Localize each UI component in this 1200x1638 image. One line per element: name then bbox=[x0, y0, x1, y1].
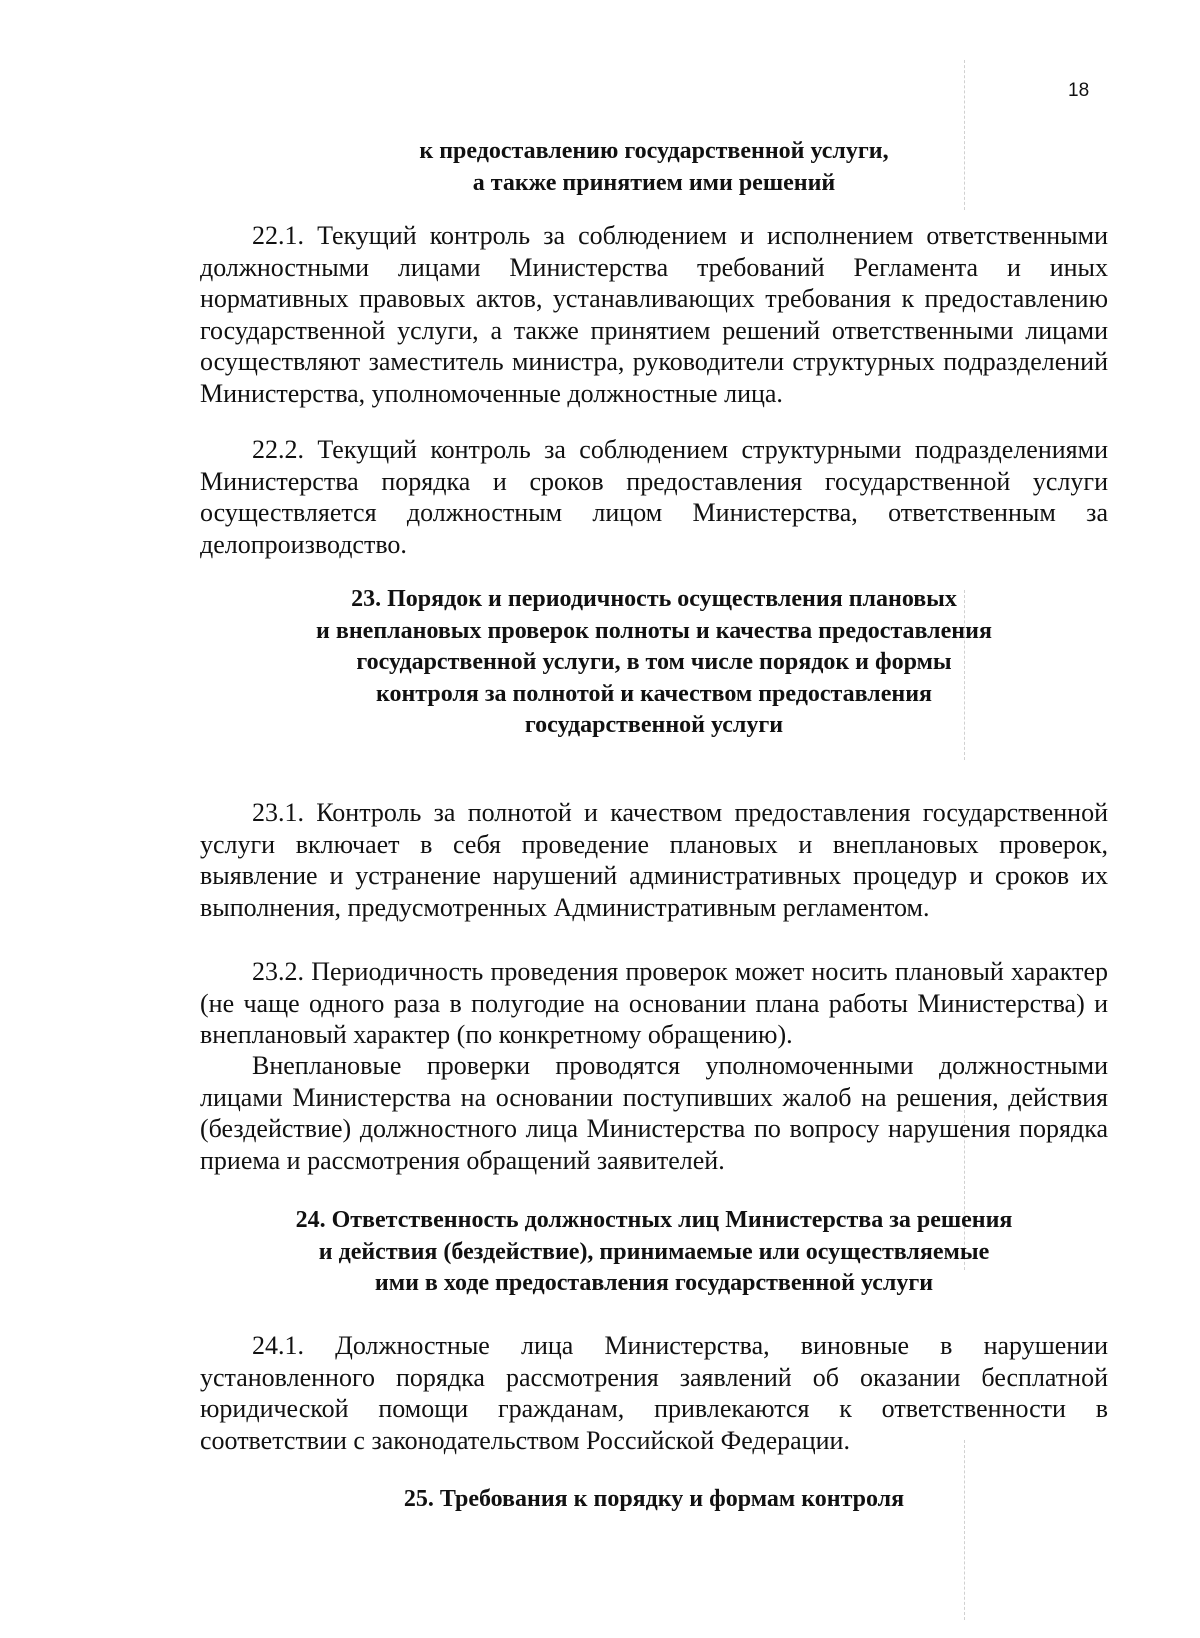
paragraph-text: 22.2. Текущий контроль за соблюдением структурными подразделениями Министерства порядка и сроков предоставления государственной услуги осуществляется должностным лицом Министерства, ответственным за делопроизводство. bbox=[200, 435, 1108, 559]
scan-artifact-line bbox=[964, 1440, 966, 1620]
paragraph-23-unplanned bbox=[200, 1050, 1108, 1176]
heading-line: государственной услуги, в том числе порядок и формы bbox=[356, 649, 952, 675]
section-heading bbox=[200, 136, 1108, 199]
paragraph-24-1 bbox=[200, 1330, 1108, 1456]
heading-line: а также принятием ими решений bbox=[472, 169, 836, 196]
section-heading bbox=[200, 584, 1108, 742]
section-heading bbox=[200, 1484, 1108, 1516]
heading-line: государственной услуги bbox=[524, 712, 784, 738]
section-22-heading-tail bbox=[200, 136, 1108, 199]
heading-line: 25. Требования к порядку и формам контроля bbox=[403, 1486, 905, 1512]
paragraph-22-2 bbox=[200, 434, 1108, 560]
paragraph-text: Внеплановые проверки проводятся уполномоченными должностными лицами Министерства на основании поступивших жалоб на решения, действия (бездействие) должностного лица Министерства по вопросу нарушения порядка приема и рассмотрения обращений заявителей. bbox=[200, 1051, 1108, 1175]
heading-line: ими в ходе предоставления государственной услуги bbox=[374, 1270, 934, 1296]
paragraph-text: 24.1. Должностные лица Министерства, виновные в нарушении установленного порядка рассмотрения заявлений об оказании бесплатной юридической помощи гражданам, привлекаются к ответственности в соответствии с законодательством Российской Федерации. bbox=[200, 1331, 1108, 1455]
heading-line: контроля за полнотой и качеством предоставления bbox=[375, 680, 933, 707]
paragraph-23-2 bbox=[200, 956, 1108, 1051]
paragraph-23-1 bbox=[200, 797, 1108, 923]
heading-line: и внеплановых проверок полноты и качества предоставления bbox=[316, 617, 992, 644]
paragraph-text: 23.2. Периодичность проведения проверок может носить плановый характер (не чаще одного раза в полугодие на основании плана работы Министерства) и внеплановый характер (по конкретному обращению). bbox=[200, 957, 1108, 1050]
paragraph-text: 22.1. Текущий контроль за соблюдением и исполнением ответственными должностными лицами Министерства требований Регламента и иных нормативных правовых актов, устанавливающих требования к предоставлению государственной услуги, а также принятием решений ответственными лицами осуществляют заместитель министра, руководители структурных подразделений Министерства, уполномоченные должностные лица. bbox=[200, 221, 1108, 408]
paragraph-text: 23.1. Контроль за полнотой и качеством предоставления государственной услуги включает в себя проведение плановых и внеплановых проверок, выявление и устранение нарушений административных процедур и сроков их выполнения, предусмотренных Административным регламентом. bbox=[200, 798, 1108, 922]
section-heading bbox=[200, 1205, 1108, 1300]
section-23-heading bbox=[200, 584, 1108, 742]
heading-line: к предоставлению государственной услуги, bbox=[419, 138, 889, 164]
section-24-heading bbox=[200, 1205, 1108, 1300]
paragraph-22-1 bbox=[200, 220, 1108, 410]
heading-line: 24. Ответственность должностных лиц Министерства за решения bbox=[295, 1207, 1013, 1233]
heading-line: 23. Порядок и периодичность осуществления плановых bbox=[351, 586, 957, 612]
page-number: 18 bbox=[1068, 80, 1090, 101]
section-25-heading bbox=[200, 1484, 1108, 1516]
heading-line: и действия (бездействие), принимаемые или осуществляемые bbox=[318, 1238, 990, 1265]
